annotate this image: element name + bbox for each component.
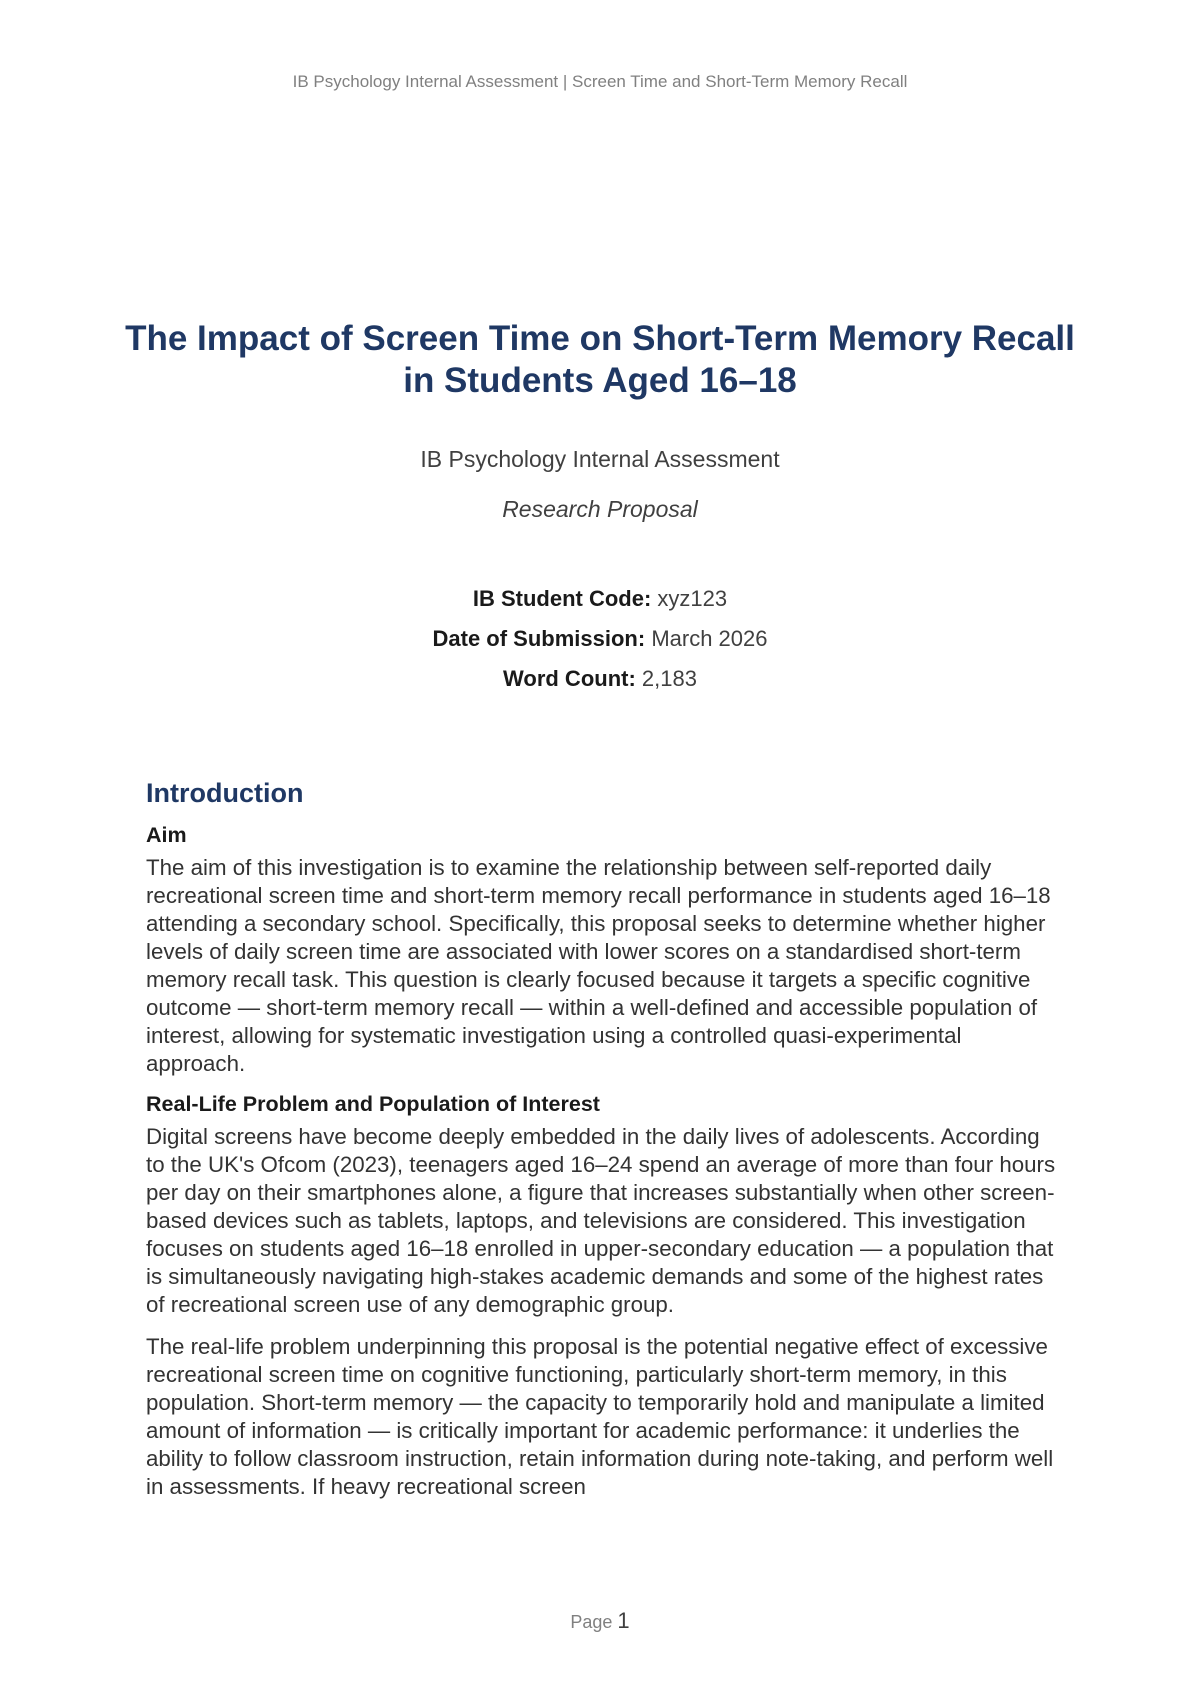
page-number: 1 <box>617 1608 630 1633</box>
document-title: The Impact of Screen Time on Short-Term Memory Recall in Students Aged 16–18 <box>125 319 1075 400</box>
problem-paragraph-1: Digital screens have become deeply embedded in the daily lives of adolescents. According to the UK's Ofcom (2023), teenagers aged 16–24 spend an average of more than four hours per day on their smartphones alone, a figure that increases substantially when other screen-based devices such as tablets, laptops, and televisions are considered. This investigation focuses on students aged 16–18 enrolled in upper-secondary education — a population that is simultaneously navigating high-stakes academic demands and some of the highest rates of recreational screen use of any demographic group. <box>146 1124 1056 1317</box>
submission-date-label: Date of Submission: <box>432 626 646 651</box>
document-subtitle: IB Psychology Internal Assessment <box>420 446 780 472</box>
word-count-label: Word Count: <box>503 666 636 691</box>
student-code-value: xyz123 <box>657 586 728 611</box>
submission-date-line <box>0 619 1200 659</box>
word-count-value: 2,183 <box>641 666 697 691</box>
document-type: Research Proposal <box>502 496 698 522</box>
page-footer <box>0 1608 1200 1634</box>
title-block <box>0 318 1200 699</box>
aim-paragraph: The aim of this investigation is to examine the relationship between self-reported daily recreational screen time and short-term memory recall performance in students aged 16–18 attending a secondary school. Specifically, this proposal seeks to determine whether higher levels of daily screen time are associated with lower scores on a standardised short-term memory recall task. This question is clearly focused because it targets a specific cognitive outcome — short-term memory recall — within a well-defined and accessible population of interest, allowing for systematic investigation using a controlled quasi-experimental approach. <box>146 855 1051 1076</box>
subheading-real-life-problem: Real-Life Problem and Population of Interest <box>146 1092 600 1116</box>
section-heading-introduction: Introduction <box>146 778 304 808</box>
problem-paragraph-2: The real-life problem underpinning this proposal is the potential negative effect of excessive recreational screen time on cognitive functioning, particularly short-term memory, in this population. Short-term memory — the capacity to temporarily hold and manipulate a limited amount of information — is critically important for academic performance: it underlies the ability to follow classroom instruction, retain information during note-taking, and perform well in assessments. If heavy recreational screen <box>146 1334 1054 1499</box>
subheading-aim: Aim <box>146 823 187 847</box>
submission-date-value: March 2026 <box>651 626 768 651</box>
document-metadata <box>0 579 1200 699</box>
student-code-label: IB Student Code: <box>472 586 652 611</box>
page-label: Page <box>570 1612 613 1632</box>
running-header: IB Psychology Internal Assessment | Screen Time and Short-Term Memory Recall <box>292 72 908 91</box>
word-count-line <box>0 659 1200 699</box>
document-body <box>146 778 1061 1515</box>
student-code-line <box>0 579 1200 619</box>
